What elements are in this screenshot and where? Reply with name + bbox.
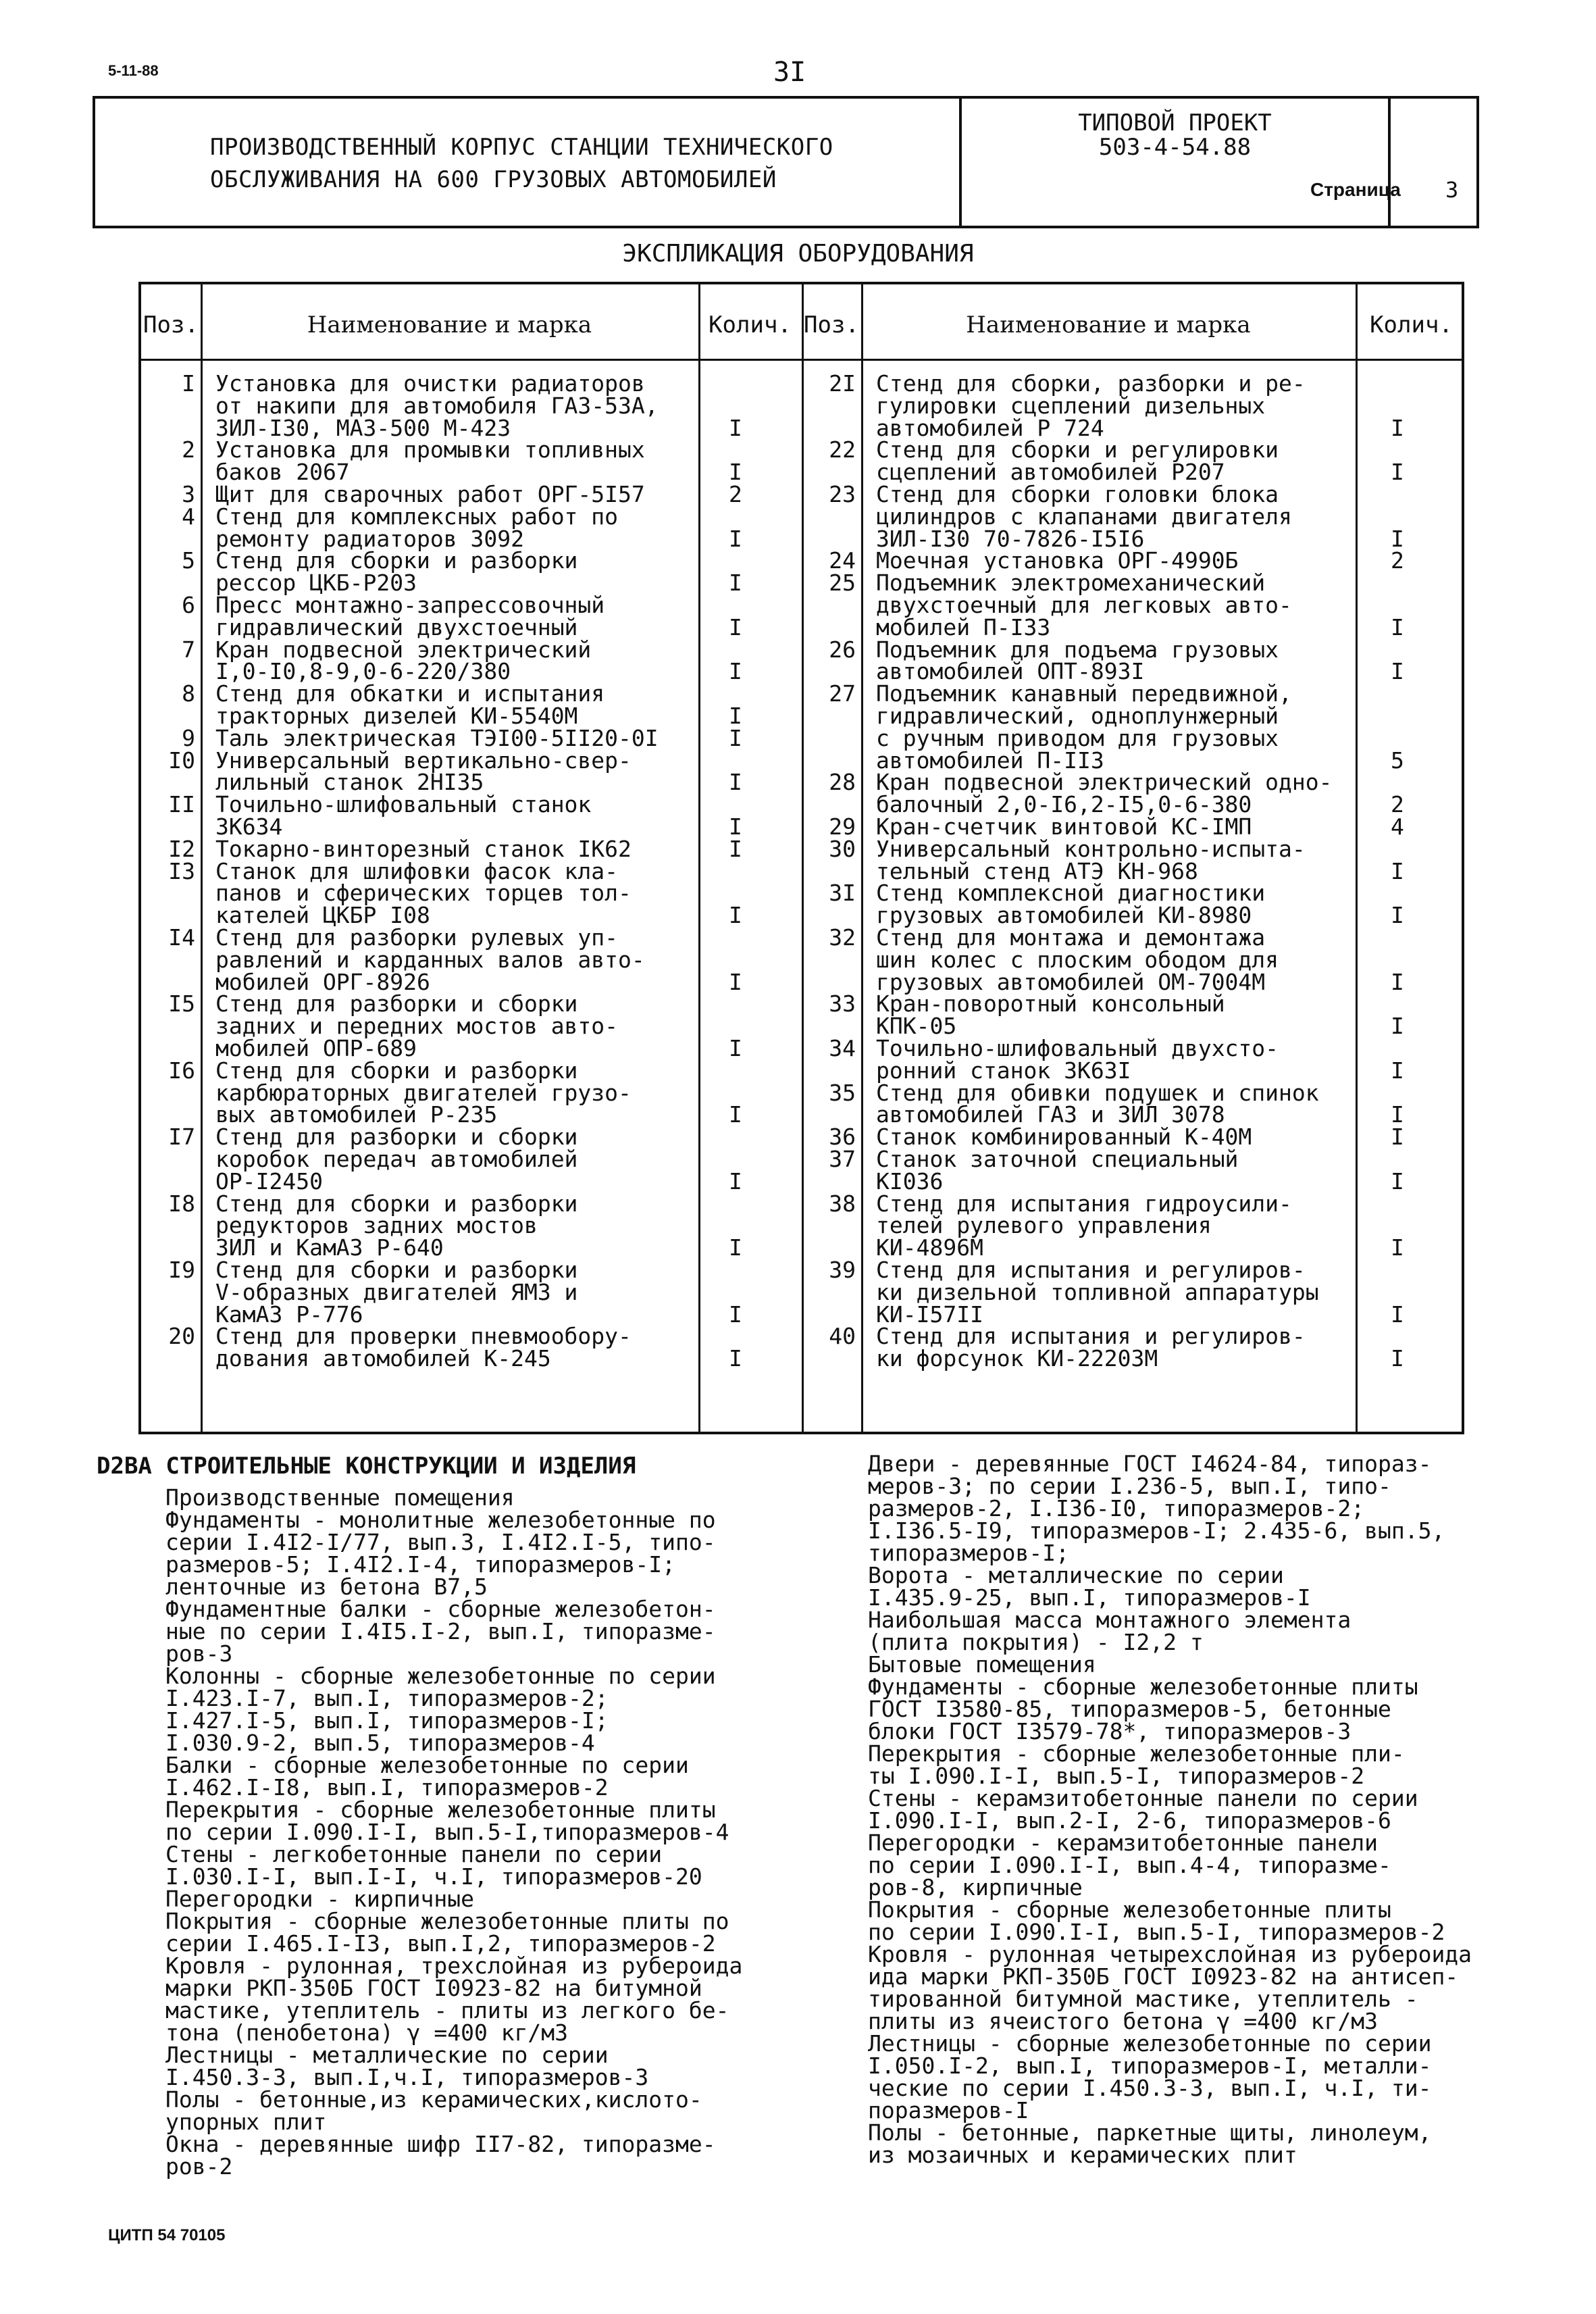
left-row-pos: 3 [182,481,195,507]
right-row-name-line: цилиндров с клапанами двигателя [876,503,1292,530]
construction-text-line: I.030.I-I, вып.I-I, ч.I, типоразмеров-20 [165,1863,702,1890]
left-row-pos: I5 [168,990,195,1017]
left-row-name-line: Стенд для обкатки и испытания [215,680,605,707]
construction-text-line: I.I36.5-I9, типоразмеров-I; 2.435-6, вып.5, [868,1517,1445,1544]
title-line-2: ОБСЛУЖИВАНИЯ НА 600 ГРУЗОВЫХ АВТОМОБИЛЕЙ [210,166,777,193]
right-row-name-line: ки форсунок КИ-22203М [876,1345,1158,1372]
left-row-name-line: Точильно-шлифовальный станок [215,791,592,818]
left-row-pos: I6 [168,1057,195,1084]
construction-text-line: поразмеров-I [868,2097,1029,2123]
right-row-qty: I [1391,857,1404,884]
print-stamp: ЦИТП 54 70105 [108,2226,226,2244]
construction-text-line: серии I.465.I-I3, вып.I,2, типоразмеров-2 [165,1930,716,1957]
right-row-pos: 38 [829,1190,856,1217]
right-row-name-line: Универсальный контрольно-испыта- [876,835,1306,862]
left-row-qty: I [729,1234,742,1261]
construction-text-line: блоки ГОСТ I3579-78*, типоразмеров-3 [868,1718,1352,1744]
left-row-pos: I0 [168,747,195,774]
title-block-name [95,99,962,226]
right-row-pos: 36 [829,1124,856,1151]
left-row-qty: I [729,769,742,796]
left-row-qty: I [729,835,742,862]
right-row-qty: 2 [1391,547,1404,574]
construction-section [0,1453,1596,2196]
left-row-name-line: Пресс монтажно-запрессовочный [215,592,605,618]
construction-text-line: Кровля - рулонная четырехслойная из рубероида [868,1941,1472,1967]
right-row-qty: 2 [1391,791,1404,818]
left-row-name-line: Стенд для сборки и разборки [215,1257,578,1283]
right-row-name-line: Подъемник канавный передвижной, [876,680,1292,707]
page-label: Страница [1310,179,1401,200]
left-row-pos: I3 [168,857,195,884]
right-row-name-line: Стенд комплексной диагностики [876,880,1266,907]
header-qty-right: Колич. [1370,311,1453,338]
left-row-name-line: Стенд для проверки пневмообору- [215,1323,632,1350]
construction-text-line: тированной битумной мастике, утеплитель - [868,1986,1418,2012]
left-row-name-line: от накипи для автомобиля ГАЗ-53А, [215,392,659,419]
construction-text-line: Перегородки - кирпичные [165,1886,474,1912]
right-row-name-line: КПК-05 [876,1013,957,1040]
left-row-name-line: Стенд для сборки и разборки [215,547,578,574]
right-row-name-line: телей рулевого управления [876,1212,1212,1239]
left-row-pos: 2 [182,436,195,463]
right-row-name-line: Стенд для испытания и регулиров- [876,1257,1306,1283]
construction-text-line: Бытовые помещения [868,1651,1096,1678]
left-row-name-line: Универсальный вертикально-свер- [215,747,632,774]
right-row-pos: 23 [829,481,856,507]
left-row-name-line: Стенд для сборки и разборки [215,1190,578,1217]
left-row-name-line: КамАЗ Р-776 [215,1301,363,1328]
right-row-name-line: Стенд для испытания и регулиров- [876,1323,1306,1350]
left-row-name-line: Установка для очистки радиаторов [215,370,645,397]
construction-text-line: Полы - бетонные, паркетные щиты, линолеум, [868,2119,1432,2146]
construction-text-line: ров-3 [165,1640,233,1667]
left-row-qty: I [729,1167,742,1194]
left-row-pos: I [182,370,195,397]
left-row-qty: I [729,613,742,640]
left-row-qty: I [729,813,742,840]
construction-text-line: Стены - легкобетонные панели по серии [165,1841,663,1867]
section-code: D2BA [97,1453,152,1480]
construction-text-line: ные по серии I.4I5.I-2, вып.I, типоразме- [165,1618,716,1644]
right-row-pos: 39 [829,1257,856,1283]
construction-text-line: по серии I.090.I-I, вып.5-I, типоразмеров-2 [868,1919,1445,1945]
right-row-pos: 37 [829,1146,856,1172]
right-row-pos: 22 [829,436,856,463]
right-row-name-line: грузовых автомобилей КИ-8980 [876,902,1252,929]
construction-text-line: мастике, утеплитель - плиты из легкого бе- [165,1997,729,2023]
right-row-name-line: шин колес с плоским ободом для [876,946,1279,973]
right-row-pos: 40 [829,1323,856,1350]
construction-text-line: Лестницы - металлические по серии [165,2042,609,2068]
left-row-pos: 8 [182,680,195,707]
left-row-qty: I [729,1345,742,1372]
right-row-name-line: Стенд для сборки, разборки и ре- [876,370,1306,397]
header-pos-left: Поз. [143,311,199,338]
project-code: 503-4-54.88 [1098,134,1252,161]
right-row-qty: I [1391,459,1404,486]
construction-text-line: I.030.9-2, вып.5, типоразмеров-4 [165,1730,595,1756]
right-row-pos: 2I [829,370,856,397]
left-row-name-line: баков 2067 [215,459,350,486]
construction-text-line: Фундаменты - сборные железобетонные плиты [868,1674,1418,1700]
construction-text-line: Двери - деревянные ГОСТ I4624-84, типораз- [868,1451,1432,1477]
right-row-name-line: Кран-поворотный консольный [876,990,1225,1017]
construction-text-line: Перекрытия - сборные железобетонные плиты [165,1796,716,1823]
construction-text-line: Перекрытия - сборные железобетонные пли- [868,1740,1405,1767]
right-row-name-line: Кран-счетчик винтовой КС-IМП [876,813,1252,840]
construction-text-line: по серии I.090.I-I, вып.5-I,типоразмеров-4 [165,1819,729,1845]
right-row-qty: I [1391,1234,1404,1261]
left-row-name-line: кателей ЦКБР I08 [215,902,430,929]
page-number: 3 [1445,177,1459,203]
right-row-name-line: Точильно-шлифовальный двухсто- [876,1035,1279,1061]
left-row-pos: 7 [182,636,195,663]
construction-text-line: из мозаичных и керамических плит [868,2142,1297,2168]
right-row-name-line: автомобилей ОПТ-893I [876,658,1145,685]
left-row-qty: I [729,968,742,995]
left-row-name-line: мобилей ОРГ-8926 [215,968,430,995]
right-row-pos: 28 [829,769,856,796]
construction-text-line: Балки - сборные железобетонные по серии [165,1752,689,1778]
construction-text-line: I.450.3-3, вып.I,ч.I, типоразмеров-3 [165,2064,649,2090]
left-row-qty: I [729,459,742,486]
left-row-qty: I [729,525,742,552]
left-row-qty: I [729,703,742,729]
left-row-name-line: дования автомобилей К-245 [215,1345,551,1372]
right-row-name-line: тельный стенд АТЭ КН-968 [876,857,1198,884]
right-row-name-line: гулировки сцеплений дизельных [876,392,1266,419]
right-row-name-line: гидравлический, одноплунжерный [876,703,1279,729]
left-row-pos: 9 [182,724,195,751]
construction-text-line: серии I.4I2-I/77, вып.3, I.4I2.I-5, типо- [165,1529,716,1555]
left-row-pos: 6 [182,592,195,618]
left-row-name-line: мобилей ОПР-689 [215,1035,417,1061]
right-row-name-line: с ручным приводом для грузовых [876,724,1279,751]
left-row-name-line: тракторных дизелей КИ-5540М [215,703,578,729]
left-row-pos: I4 [168,924,195,951]
right-row-qty: I [1391,525,1404,552]
construction-text-line: Стены - керамзитобетонные панели по серии [868,1785,1418,1811]
section-heading: СТРОИТЕЛЬНЫЕ КОНСТРУКЦИИ И ИЗДЕЛИЯ [165,1453,636,1480]
left-row-name-line: лильный станок 2НI35 [215,769,484,796]
left-row-name-line: Таль электрическая ТЭI00-5II20-0I [215,724,659,751]
right-row-pos: 34 [829,1035,856,1061]
right-row-qty: I [1391,1057,1404,1084]
construction-text-line: размеров-2, I.I36-I0, типоразмеров-2; [868,1495,1365,1521]
project-label: ТИПОВОЙ ПРОЕКТ [1078,109,1272,136]
right-row-qty: I [1391,1124,1404,1151]
right-row-name-line: автомобилей Р 724 [876,414,1104,441]
left-row-qty: I [729,414,742,441]
left-row-name-line: редукторов задних мостов [215,1212,538,1239]
title-block-project [962,99,1391,226]
construction-text-line: Колонны - сборные железобетонные по серии [165,1663,716,1689]
construction-text-line: I.462.I-I8, вып.I, типоразмеров-2 [165,1774,609,1801]
right-row-qty: I [1391,1167,1404,1194]
left-row-name-line: задних и передних мостов авто- [215,1013,619,1040]
left-row-name-line: панов и сферических торцев тол- [215,880,632,907]
construction-text-line: I.050.I-2, вып.I, типоразмеров-I, металли- [868,2053,1432,2079]
right-row-qty: 4 [1391,813,1404,840]
left-row-name-line: карбюраторных двигателей грузо- [215,1079,632,1106]
right-row-name-line: Подъемник для подъема грузовых [876,636,1279,663]
equipment-table [138,282,1464,1434]
left-row-pos: II [168,791,195,818]
construction-text-line: ров-2 [165,2153,233,2180]
header-qty-left: Колич. [709,311,792,338]
left-row-name-line: ремонту радиаторов 3092 [215,525,524,552]
date-mark: 5-11-88 [108,62,159,79]
left-row-pos: 20 [168,1323,195,1350]
right-row-qty: 5 [1391,747,1404,774]
right-row-pos: 26 [829,636,856,663]
construction-text-line: тона (пенобетона) γ =400 кг/м3 [165,2019,569,2046]
left-row-name-line: вых автомобилей Р-235 [215,1101,498,1128]
right-row-name-line: КИ-I57II [876,1301,983,1328]
right-row-name-line: Стенд для монтажа и демонтажа [876,924,1266,951]
right-row-qty: I [1391,1301,1404,1328]
left-row-pos: 4 [182,503,195,530]
construction-text-line: I.427.I-5, вып.I, типоразмеров-I; [165,1707,609,1734]
sheet-number: 3I [773,57,806,88]
left-row-name-line: V-образных двигателей ЯМЗ и [215,1278,578,1305]
header-name-right: Наименование и марка [966,311,1251,338]
left-row-name-line: ЗИЛ и КамАЗ Р-640 [215,1234,444,1261]
left-row-name-line: Стенд для сборки и разборки [215,1057,578,1084]
right-row-name-line: двухстоечный для легковых авто- [876,592,1292,618]
construction-text-line: плиты из ячеистого бетона γ =400 кг/м3 [868,2008,1378,2034]
construction-text-line: Покрытия - сборные железобетонные плиты [868,1896,1391,1923]
title-block [93,96,1479,228]
construction-text-line: I.090.I-I, вып.2-I, 2-6, типоразмеров-6 [868,1807,1391,1834]
left-row-qty: I [729,902,742,929]
construction-text-line: Покрытия - сборные железобетонные плиты по [165,1908,729,1934]
construction-text-line: Производственные помещения [165,1484,515,1511]
right-row-name-line: Моечная установка ОРГ-4990Б [876,547,1239,574]
construction-text-line: Наибольшая масса монтажного элемента [868,1607,1352,1633]
left-row-pos: I8 [168,1190,195,1217]
left-row-name-line: ЗК634 [215,813,283,840]
right-row-name-line: Станок комбинированный К-40М [876,1124,1252,1151]
right-row-name-line: Станок заточной специальный [876,1146,1239,1172]
right-row-name-line: Стенд для испытания гидроусили- [876,1190,1292,1217]
left-row-qty: I [729,1301,742,1328]
left-row-name-line: Станок для шлифовки фасок кла- [215,857,619,884]
construction-text-line: I.435.9-25, вып.I, типоразмеров-I [868,1584,1311,1611]
left-row-name-line: Кран подвесной электрический [215,636,592,663]
left-row-name-line: равлений и карданных валов авто- [215,946,645,973]
left-row-qty: I [729,724,742,751]
right-row-pos: 35 [829,1079,856,1106]
left-row-name-line: Стенд для разборки и сборки [215,1124,578,1151]
right-row-name-line: грузовых автомобилей ОМ-7004М [876,968,1266,995]
right-row-name-line: Стенд для сборки головки блока [876,481,1279,507]
right-row-name-line: автомобилей П-II3 [876,747,1104,774]
header-name-left: Наименование и марка [307,311,592,338]
left-row-qty: I [729,1101,742,1128]
left-row-pos: I7 [168,1124,195,1151]
left-row-name-line: I,0-I0,8-9,0-6-220/380 [215,658,511,685]
left-row-pos: I9 [168,1257,195,1283]
left-row-name-line: Установка для промывки топливных [215,436,645,463]
title-line-1: ПРОИЗВОДСТВЕННЫЙ КОРПУС СТАНЦИИ ТЕХНИЧЕСКОГО [210,134,833,161]
right-row-name-line: балочный 2,0-I6,2-I5,0-6-380 [876,791,1252,818]
right-row-name-line: автомобилей ГАЗ и ЗИЛ 3078 [876,1101,1225,1128]
left-row-qty: I [729,658,742,685]
left-row-pos: 5 [182,547,195,574]
right-row-qty: I [1391,1345,1404,1372]
construction-text-line: ГОСТ I3580-85, типоразмеров-5, бетонные [868,1696,1391,1722]
right-row-name-line: КI036 [876,1167,944,1194]
right-row-name-line: ЗИЛ-I30 70-7826-I5I6 [876,525,1145,552]
right-row-qty: I [1391,613,1404,640]
right-row-qty: I [1391,968,1404,995]
construction-text-line: марки РКП-350Б ГОСТ I0923-82 на битумной [165,1975,702,2001]
construction-text-line: упорных плит [165,2109,327,2135]
right-row-name-line: КИ-4896М [876,1234,983,1261]
left-row-name-line: Стенд для комплексных работ по [215,503,619,530]
right-row-pos: 25 [829,570,856,597]
right-row-name-line: Кран подвесной электрический одно- [876,769,1333,796]
construction-text-line: Ворота - металлические по серии [868,1562,1284,1588]
header-pos-right: Поз. [804,311,859,338]
right-row-name-line: ки дизельной топливной аппаратуры [876,1278,1319,1305]
construction-text-line: Полы - бетонные,из керамических,кислото- [165,2086,702,2113]
right-row-pos: 3I [829,880,856,907]
construction-text-line: типоразмеров-I; [868,1540,1070,1566]
right-row-pos: 30 [829,835,856,862]
construction-text-line: ческие по серии I.450.3-3, вып.I, ч.I, ти- [868,2075,1432,2101]
construction-text-line: ров-8, кирпичные [868,1874,1083,1901]
right-row-name-line: Подъемник электромеханический [876,570,1266,597]
construction-text-line: Кровля - рулонная, трехслойная из рубероида [165,1953,743,1979]
construction-right-column [868,1453,1472,2166]
right-row-qty: I [1391,414,1404,441]
left-row-name-line: Щит для сварочных работ ОРГ-5I57 [215,481,645,507]
construction-text-line: I.423.I-7, вып.I, типоразмеров-2; [165,1685,609,1711]
construction-text-line: ида марки РКП-350Б ГОСТ I0923-82 на антисеп- [868,1963,1459,1990]
right-row-qty: I [1391,1013,1404,1040]
construction-text-line: меров-3; по серии I.236-5, вып.I, типо- [868,1473,1391,1499]
construction-text-line: Фундаментные балки - сборные железобетон- [165,1596,716,1622]
construction-text-line: Перегородки - керамзитобетонные панели [868,1830,1378,1856]
left-row-qty: I [729,1035,742,1061]
construction-text-line: Лестницы - сборные железобетонные по серии [868,2030,1432,2057]
right-row-name-line: сцеплений автомобилей Р207 [876,459,1225,486]
construction-left-column [165,1486,742,2178]
construction-text-line: Фундаменты - монолитные железобетонные по [165,1507,716,1533]
right-row-pos: 29 [829,813,856,840]
right-row-qty: I [1391,902,1404,929]
left-row-name-line: гидравлический двухстоечный [215,613,578,640]
left-row-name-line: ОР-I2450 [215,1167,323,1194]
right-row-name-line: ронний станок ЗК63I [876,1057,1131,1084]
right-row-name-line: мобилей П-I33 [876,613,1051,640]
left-row-name-line: рессор ЦКБ-Р203 [215,570,417,597]
right-row-name-line: Стенд для обивки подушек и спинок [876,1079,1319,1106]
construction-text-line: по серии I.090.I-I, вып.4-4, типоразме- [868,1852,1391,1878]
construction-text-line: ты I.090.I-I, вып.5-I, типоразмеров-2 [868,1763,1365,1789]
left-row-pos: I2 [168,835,195,862]
right-row-qty: I [1391,658,1404,685]
construction-text-line: ленточные из бетона В7,5 [165,1574,488,1600]
right-row-qty: I [1391,1101,1404,1128]
left-row-name-line: коробок передач автомобилей [215,1146,578,1172]
left-row-qty: I [729,570,742,597]
right-row-pos: 27 [829,680,856,707]
construction-text-line: (плита покрытия) - I2,2 т [868,1629,1204,1655]
left-row-name-line: Токарно-винторезный станок IК62 [215,835,632,862]
right-row-name-line: Стенд для сборки и регулировки [876,436,1279,463]
construction-text-line: Окна - деревянные шифр II7-82, типоразме- [165,2131,716,2157]
right-row-pos: 32 [829,924,856,951]
explication-title: ЭКСПЛИКАЦИЯ ОБОРУДОВАНИЯ [622,240,974,268]
construction-text-line: размеров-5; I.4I2.I-4, типоразмеров-I; [165,1551,675,1578]
left-row-name-line: ЗИЛ-I30, МАЗ-500 М-423 [215,414,511,441]
right-row-pos: 24 [829,547,856,574]
left-row-name-line: Стенд для разборки и сборки [215,990,578,1017]
right-row-pos: 33 [829,990,856,1017]
left-row-qty: 2 [729,481,742,507]
left-row-name-line: Стенд для разборки рулевых уп- [215,924,619,951]
